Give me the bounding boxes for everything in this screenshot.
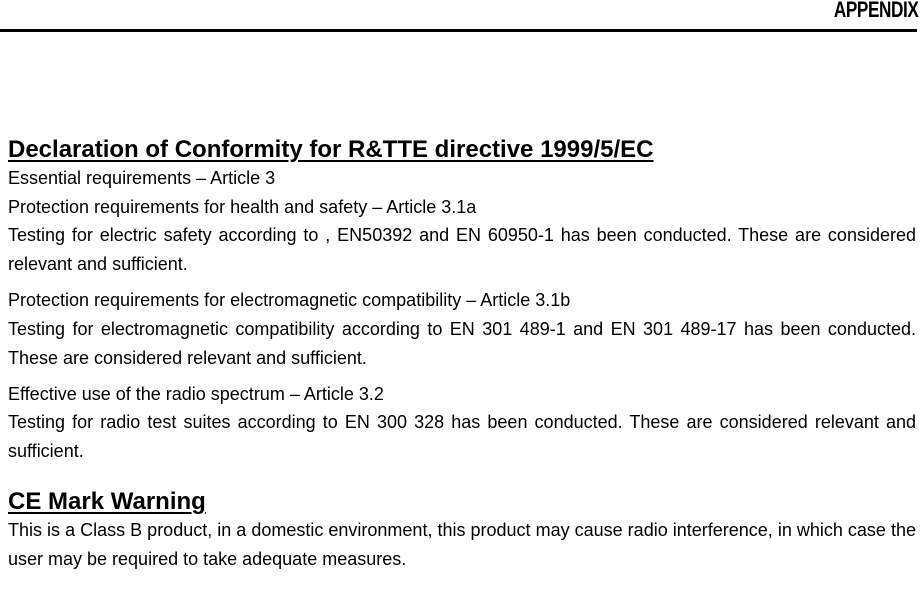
health-safety-title: Protection requirements for health and safety – Article 3.1a xyxy=(8,196,477,217)
radio-spectrum-text: Testing for radio test suites according to EN 300 328 has been conducted. These are considered relevant and sufficient. xyxy=(8,412,916,461)
spacer xyxy=(8,373,916,380)
spacer xyxy=(8,466,916,488)
health-safety-text: Testing for electric safety according to , EN50392 and EN 60950-1 has been conducted. These are considered relevant and sufficient. xyxy=(8,225,916,274)
radio-spectrum-title: Effective use of the radio spectrum – Article 3.2 xyxy=(8,383,384,404)
ce-mark-text: This is a Class B product, in a domestic environment, this product may cause radio interference, in which case the user may be required to take adequate measures. xyxy=(8,520,916,569)
page-header-title: APPENDIX xyxy=(833,0,918,22)
declaration-heading: Declaration of Conformity for R&TTE directive 1999/5/EC xyxy=(8,136,654,163)
document-body xyxy=(8,136,916,574)
header-divider xyxy=(0,29,917,32)
emc-text: Testing for electromagnetic compatibility according to EN 301 489-1 and EN 301 489-17 has been conducted. These are considered relevant and sufficient. xyxy=(8,318,916,368)
emc-title: Protection requirements for electromagnetic compatibility – Article 3.1b xyxy=(8,290,571,310)
spacer xyxy=(8,279,916,286)
essential-requirements: Essential requirements – Article 3 xyxy=(8,168,276,188)
ce-mark-heading: CE Mark Warning xyxy=(8,488,206,515)
